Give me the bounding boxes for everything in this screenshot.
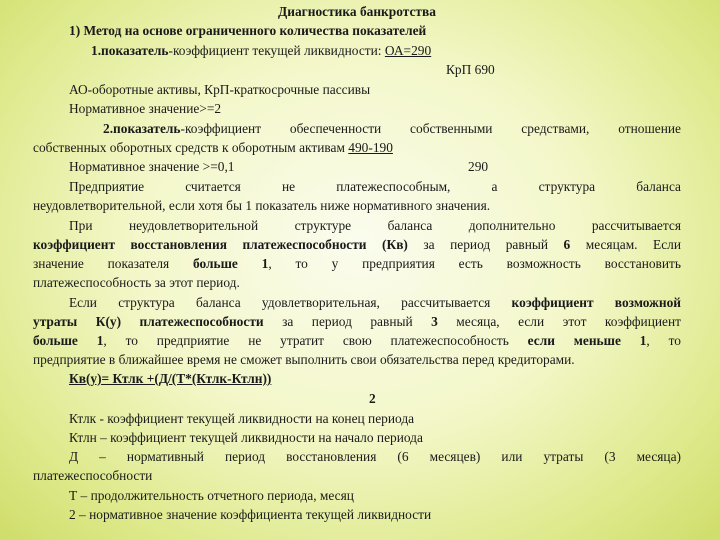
enterprise-line2: неудовлетворительной, если хотя бы 1 показатель ниже нормативного значения. <box>33 198 491 213</box>
unsat-line3: значение показателя больше 1, то у предприятия есть возможность восстановить <box>33 256 681 271</box>
indicator-1-numerator: ОА=290 <box>384 43 432 58</box>
formula-denominator: 2 <box>369 391 376 406</box>
abbreviations: АО-оборотные активы, КрП-краткосрочные пассивы <box>69 82 371 97</box>
norm-1: Нормативное значение>=2 <box>69 101 222 116</box>
norm-2: Нормативное значение >=0,1 <box>69 159 235 174</box>
indicator-2-denominator: 290 <box>468 159 489 174</box>
indicator-2-numerator: 490-190 <box>348 140 393 155</box>
sat-line4: предприятие в ближайшее время не сможет выполнить свои обязательства перед кредиторами. <box>33 352 575 367</box>
slide-title: Диагностика банкротства <box>278 4 436 19</box>
unsat-line4: платежеспособность за этот период. <box>33 275 240 290</box>
unsat-line1: При неудовлетворительной структуре баланса дополнительно рассчитывается <box>69 218 681 233</box>
def-d-line1: Д – нормативный период восстановления (6 месяцев) или утраты (3 месяца) <box>69 449 681 464</box>
indicator-2-line2: собственных оборотных средств к оборотным активам 490-190 <box>33 140 393 155</box>
unsat-line2: коэффициент восстановления платежеспособности (Кв) за период равный 6 месяцам. Если <box>33 237 681 252</box>
def-t: Т – продолжительность отчетного периода, месяц <box>69 488 354 503</box>
indicator-1-denominator: КрП 690 <box>446 62 495 77</box>
formula: Кв(у)= Ктлк +(Д/(Т*(Ктлк-Ктлн)) <box>69 371 272 386</box>
def-ktlk: Ктлк - коэффициент текущей ликвидности на конец периода <box>69 411 415 426</box>
section-heading: 1) Метод на основе ограниченного количества показателей <box>69 23 427 38</box>
def-ktln: Ктлн – коэффициент текущей ликвидности на начало периода <box>69 430 423 445</box>
indicator-2-line1: 2.показатель-коэффициент обеспеченности собственными средствами, отношение <box>103 121 681 136</box>
enterprise-line1: Предприятие считается не платежеспособным, а структура баланса <box>69 179 681 194</box>
sat-line2: утраты К(у) платежеспособности за период равный 3 месяца, если этот коэффициент <box>33 314 681 329</box>
def-two: 2 – нормативное значение коэффициента текущей ликвидности <box>69 507 432 522</box>
sat-line3: больше 1, то предприятие не утратит свою платежеспособность если меньше 1, то <box>33 333 681 348</box>
sat-line1: Если структура баланса удовлетворительная, рассчитывается коэффициент возможной <box>69 295 681 310</box>
def-d-line2: платежеспособности <box>33 468 153 483</box>
indicator-1: 1.показатель-коэффициент текущей ликвидности: ОА=290 <box>91 43 432 58</box>
